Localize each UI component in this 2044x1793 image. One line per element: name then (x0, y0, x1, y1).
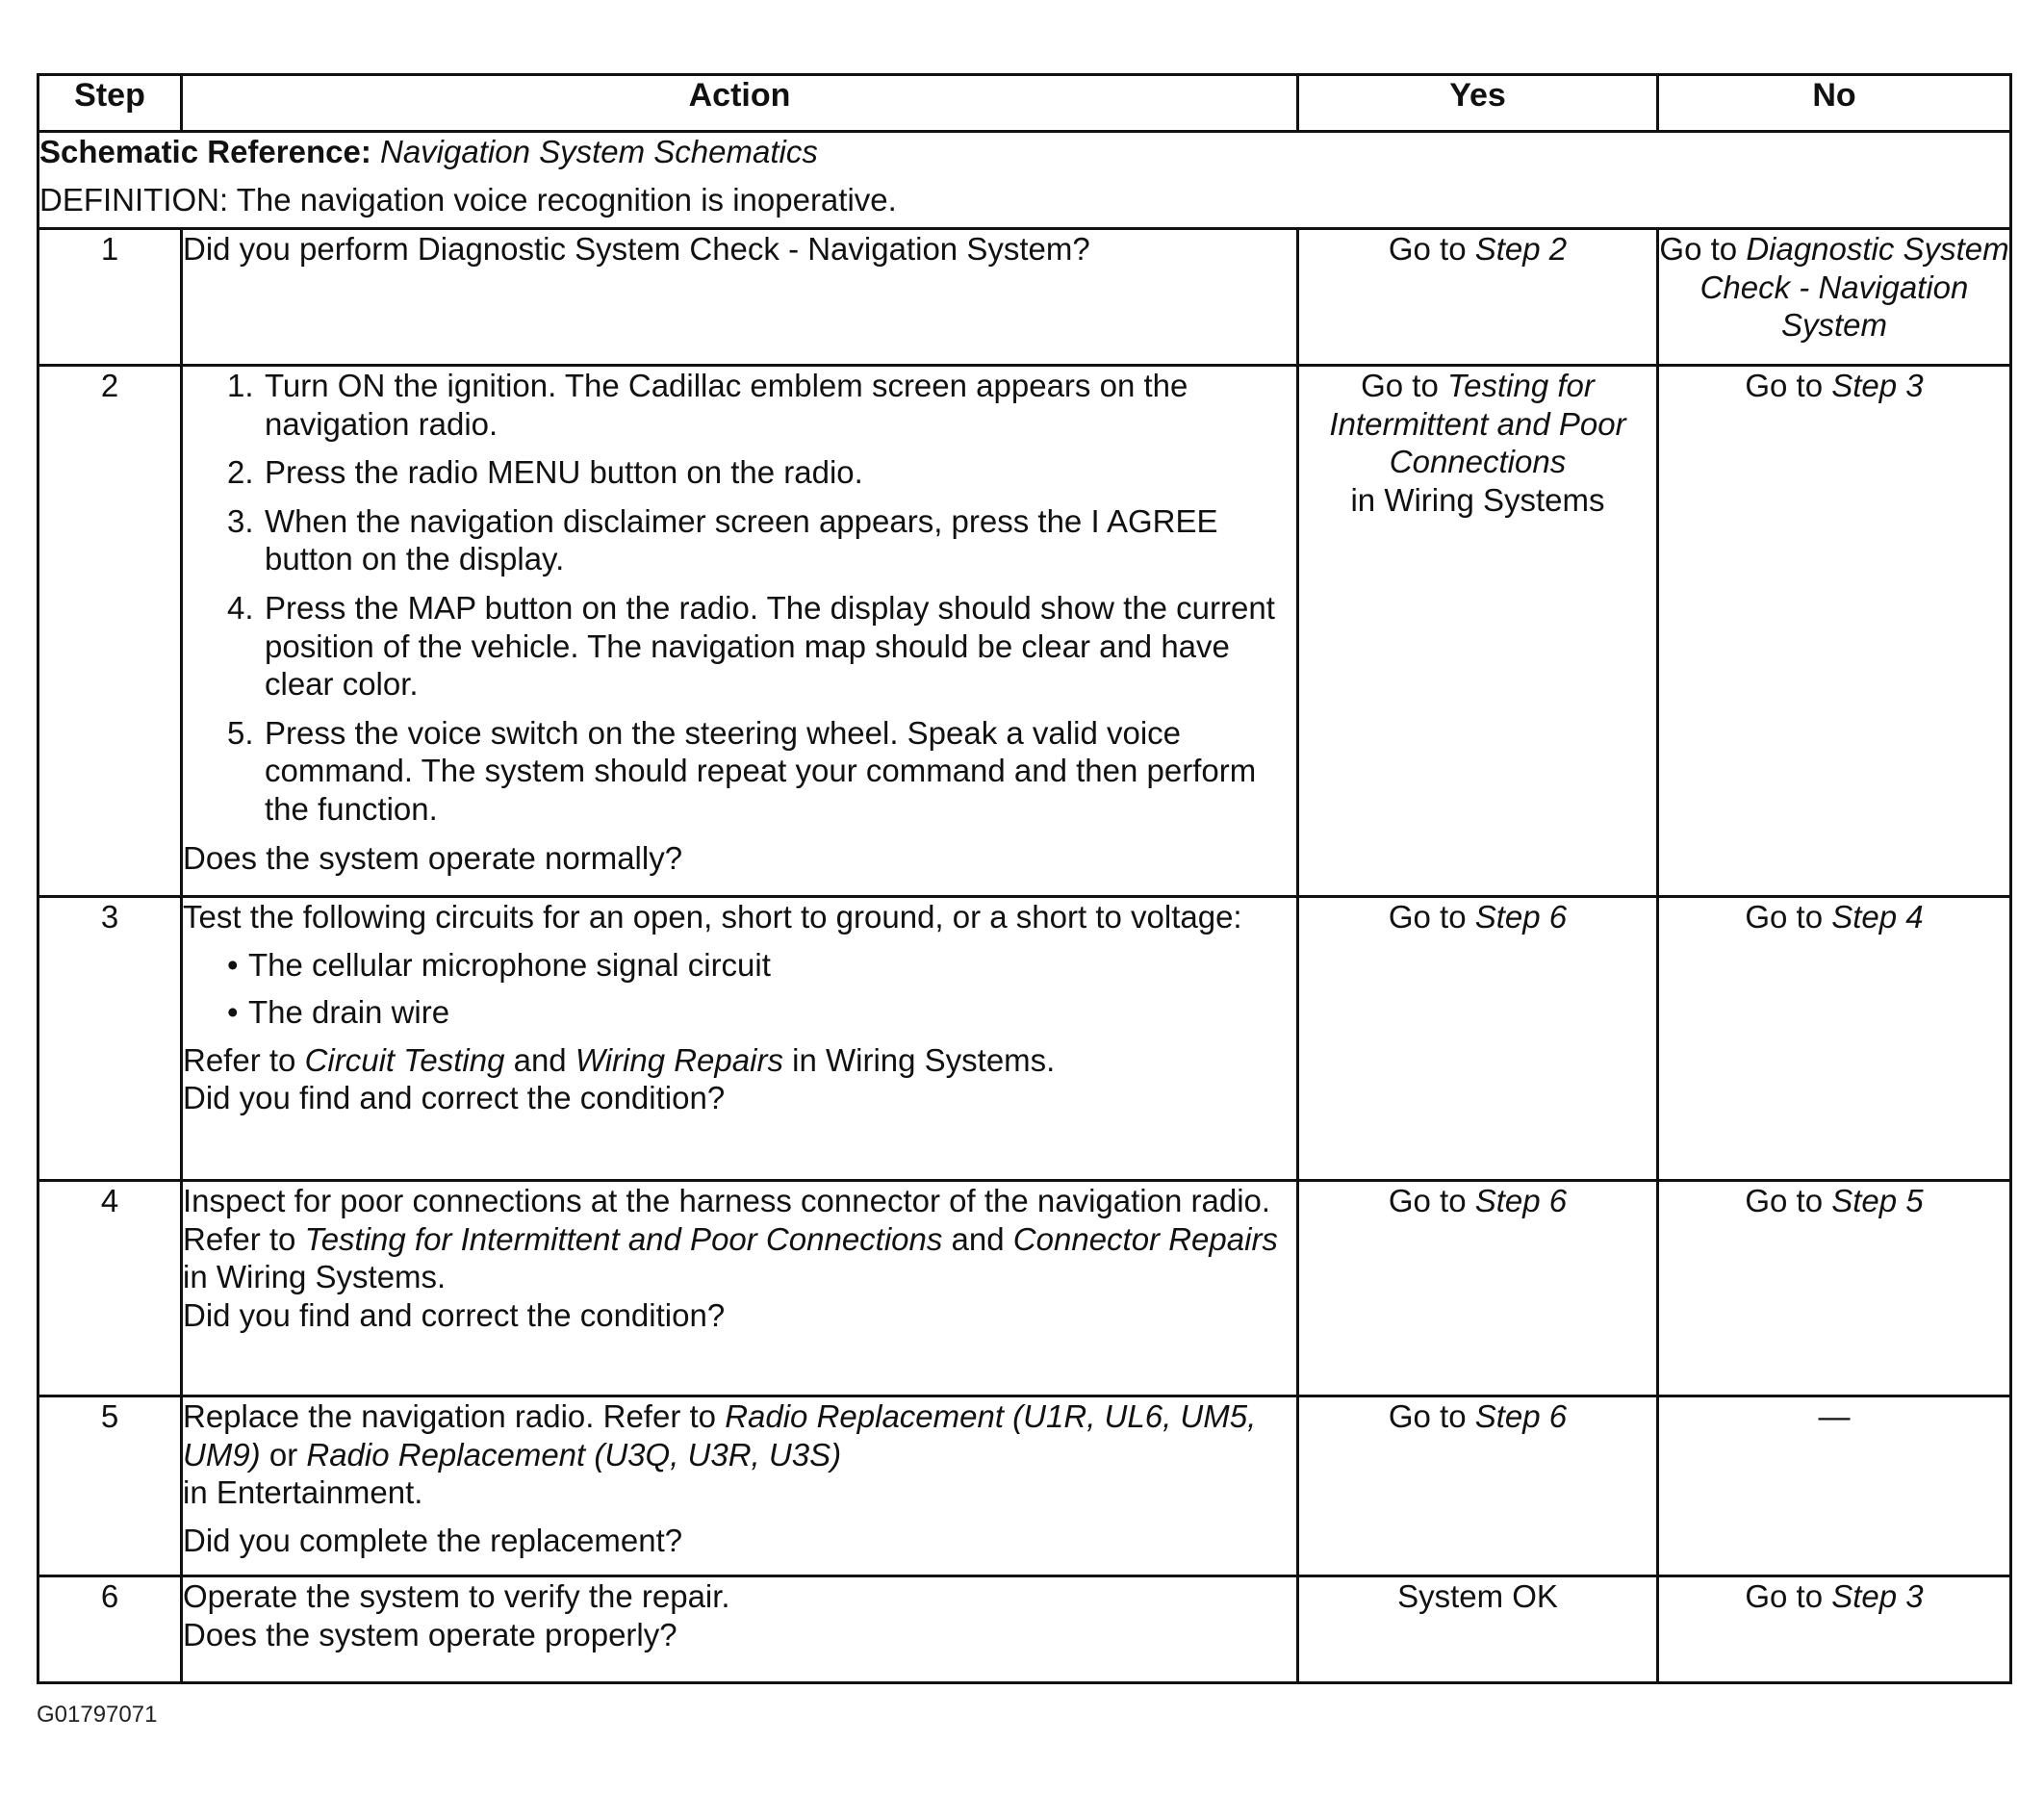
no-cell: — (1658, 1396, 2011, 1576)
schematic-link[interactable]: Navigation System Schematics (380, 134, 818, 169)
table-row (38, 1396, 2011, 1576)
substep-text: When the navigation disclaimer screen appears, press the I AGREE button on the display. (265, 502, 1218, 577)
no-cell (1658, 897, 2011, 1181)
action-cell (182, 1576, 1298, 1683)
substep (227, 367, 1296, 443)
table-row (38, 229, 2011, 366)
no-prefix: Go to (1745, 1183, 1832, 1218)
header-action: Action (182, 75, 1298, 132)
table-row (38, 897, 2011, 1181)
yes-link[interactable]: Step 6 (1474, 1183, 1568, 1218)
no-cell (1658, 366, 2011, 897)
radio-replacement-link-2[interactable]: Radio Replacement (U3Q, U3R, U3S) (306, 1436, 842, 1473)
yes-link[interactable]: Testing for Intermittent and Poor Connections (1329, 368, 1626, 480)
action-intro: Test the following circuits for an open, short to ground, or a short to voltage: (183, 899, 1242, 935)
substep-text: Turn ON the ignition. The Cadillac emblem screen appears on the navigation radio. (265, 368, 1188, 442)
yes-prefix: Go to (1388, 899, 1475, 935)
substep-number: 1. (227, 368, 254, 403)
yes-link[interactable]: Step 2 (1474, 231, 1568, 267)
substep-number: 4. (227, 589, 254, 626)
yes-cell (1298, 1181, 1658, 1396)
yes-cell (1298, 366, 1658, 897)
no-prefix: Go to (1745, 368, 1832, 403)
no-cell (1658, 1181, 2011, 1396)
step-number: 4 (38, 1181, 182, 1396)
step-number: 1 (38, 229, 182, 366)
no-cell (1658, 229, 2011, 366)
action-text-end: in Wiring Systems. (183, 1259, 447, 1295)
action-cell (182, 1396, 1298, 1576)
substep-text: Press the voice switch on the steering wheel. Speak a valid voice command. The system should repeat your command and then perform the function. (265, 714, 1257, 827)
circuit-item: • The drain wire (231, 993, 1296, 1032)
refer-text (183, 1041, 1296, 1080)
step-number: 6 (38, 1576, 182, 1683)
action-and: and (942, 1220, 1013, 1257)
action-text-end: in Entertainment. (183, 1474, 423, 1511)
figure-id: G01797071 (37, 1702, 158, 1728)
yes-prefix: Go to (1388, 1183, 1475, 1218)
substep (227, 502, 1296, 578)
no-link[interactable]: Step 3 (1831, 368, 1924, 403)
substep-list (183, 367, 1296, 829)
yes-link[interactable]: Step 6 (1474, 899, 1568, 935)
action-text-start: Inspect for poor connections at the harness connector of the navigation radio. Refer to (183, 1183, 1271, 1257)
yes-suffix: in Wiring Systems (1350, 481, 1605, 518)
reference-cell (38, 132, 2011, 229)
action-text (183, 1182, 1296, 1296)
schematic-label: Schematic Reference: (39, 134, 371, 169)
table-row (38, 366, 2011, 897)
no-prefix: Go to (1745, 1578, 1832, 1614)
table-row (38, 1576, 2011, 1683)
no-cell (1658, 1576, 2011, 1683)
action-or: or (260, 1436, 307, 1473)
no-link[interactable]: Diagnostic System Check - Navigation System (1699, 231, 2009, 344)
no-prefix: Go to (1745, 899, 1832, 935)
action-text-start: Replace the navigation radio. Refer to (183, 1398, 726, 1434)
substep-text: Press the radio MENU button on the radio. (265, 454, 863, 491)
yes-prefix: Go to (1388, 231, 1475, 267)
action-cell (182, 229, 1298, 366)
header-step: Step (38, 75, 182, 132)
substep (227, 453, 1296, 492)
yes-prefix: Go to (1361, 368, 1447, 403)
yes-link[interactable]: Step 6 (1474, 1398, 1568, 1434)
refer-suffix: in Wiring Systems. (782, 1041, 1056, 1078)
step-number: 2 (38, 366, 182, 897)
no-prefix: Go to (1659, 231, 1747, 267)
refer-prefix: Refer to (183, 1041, 305, 1078)
step-number: 3 (38, 897, 182, 1181)
action-text (183, 1397, 1296, 1512)
substep (227, 589, 1296, 704)
action-text: Did you perform Diagnostic System Check - Navigation System? (183, 231, 1090, 267)
wiring-repairs-link[interactable]: Wiring Repairs (575, 1041, 783, 1078)
question-text: Did you find and correct the condition? (183, 1080, 726, 1116)
intermittent-link[interactable]: Testing for Intermittent and Poor Connections (304, 1220, 943, 1257)
question-text: Did you find and correct the condition? (183, 1296, 726, 1333)
circuit-testing-link[interactable]: Circuit Testing (304, 1041, 505, 1078)
substep-number: 2. (227, 454, 254, 491)
reference-row (38, 132, 2011, 229)
action-cell (182, 897, 1298, 1181)
action-text: Operate the system to verify the repair. (183, 1578, 730, 1614)
substep-number: 5. (227, 714, 254, 751)
question-text: Does the system operate normally? (183, 839, 683, 876)
question-text: Does the system operate properly? (183, 1616, 677, 1652)
circuit-list (183, 946, 1296, 1032)
circuit-item: • The cellular microphone signal circuit (231, 946, 1296, 985)
yes-cell: System OK (1298, 1576, 1658, 1683)
substep (227, 714, 1296, 829)
yes-cell (1298, 897, 1658, 1181)
action-cell (182, 1181, 1298, 1396)
yes-cell (1298, 229, 1658, 366)
refer-and: and (504, 1041, 575, 1078)
action-cell (182, 366, 1298, 897)
yes-prefix: Go to (1388, 1398, 1475, 1434)
no-link[interactable]: Step 3 (1831, 1578, 1924, 1614)
header-yes: Yes (1298, 75, 1658, 132)
no-link[interactable]: Step 4 (1831, 899, 1924, 935)
question-text: Did you complete the replacement? (183, 1522, 683, 1558)
radio-replacement-link-1[interactable]: Radio Replacement (U1R, UL6, UM5, UM9) (183, 1398, 1257, 1473)
yes-cell (1298, 1396, 1658, 1576)
schematic-reference (39, 133, 2009, 171)
diagnostic-table (37, 73, 2012, 1684)
substep-text: Press the MAP button on the radio. The display should show the current position of the vehicle. The navigation map should be clear and have clear color. (265, 589, 1275, 703)
header-no: No (1658, 75, 2011, 132)
definition: DEFINITION: The navigation voice recognition is inoperative. (39, 181, 897, 218)
step-number: 5 (38, 1396, 182, 1576)
substep-number: 3. (227, 502, 254, 539)
table-header-row (38, 75, 2011, 132)
no-link[interactable]: Step 5 (1831, 1183, 1924, 1218)
table-row (38, 1181, 2011, 1396)
connector-repairs-link[interactable]: Connector Repairs (1012, 1220, 1278, 1257)
